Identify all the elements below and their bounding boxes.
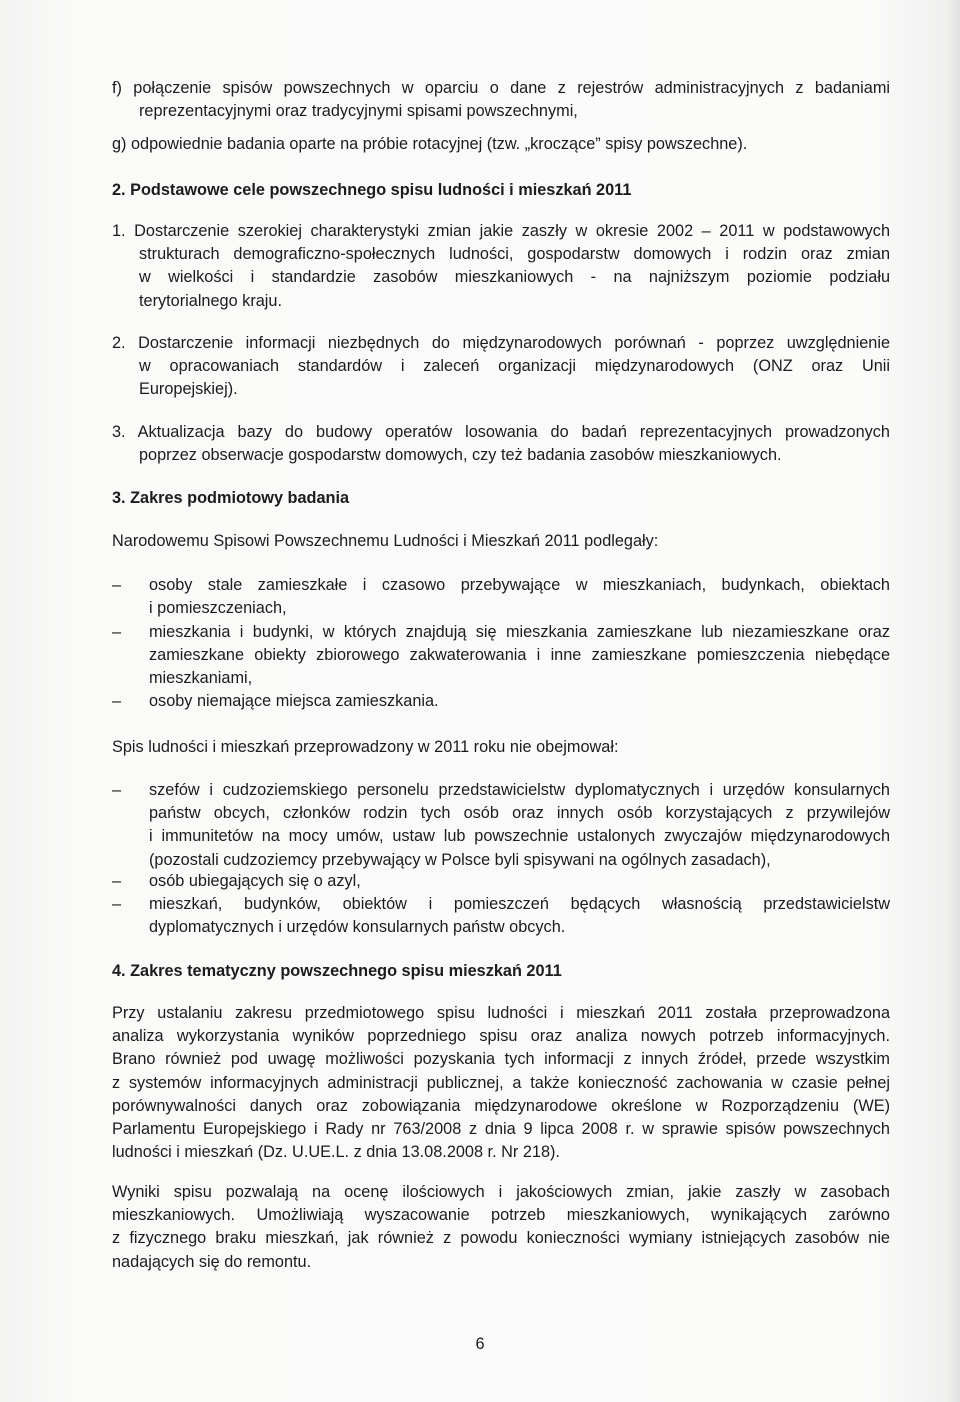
list-item-line: państw obcych, członków rodzin tych osób oraz innych osób korzystających z przywilejów bbox=[149, 804, 890, 823]
list-item-line: (pozostali cudzoziemcy przebywający w Polsce byli spisywani na ogólnych zasadach), bbox=[149, 850, 771, 869]
goal-1-line-4: terytorialnego kraju. bbox=[139, 291, 282, 310]
list-item bbox=[112, 893, 890, 939]
goal-2-line-2: w opracowaniach standardów i zaleceń organizacji międzynarodowych (ONZ oraz Unii bbox=[139, 357, 890, 376]
goal-3-line-2: poprzez obserwacje gospodarstw domowych, czy też badania zasobów mieszkaniowych. bbox=[139, 446, 782, 465]
goal-2-paragraph bbox=[112, 332, 890, 402]
goal-1-line-3: w wielkości i standardzie zasobów mieszkaniowych - na najniższym poziomie podziału bbox=[139, 268, 890, 287]
section-2-heading bbox=[112, 179, 890, 202]
list-item-line: mieszkania i budynki, w których znajdują się mieszkania zamieszkane lub niezamieszkane oraz bbox=[149, 623, 890, 641]
list-item bbox=[112, 779, 890, 872]
list-item bbox=[112, 621, 890, 691]
list-item-line: i immunitetów na mocy umów, ustaw lub powszechnie ustalonych zwyczajów międzynarodowych bbox=[149, 827, 890, 846]
list-item-f-line-1: f) połączenie spisów powszechnych w oparciu o dane z rejestrów administracyjnych z badaniami bbox=[112, 79, 890, 97]
paragraph-line: porównywalności danych oraz zobowiązania międzynarodowe określone w Rozporządzeniu (WE) bbox=[112, 1096, 890, 1115]
list-item-line: osoby niemające miejsca zamieszkania. bbox=[149, 692, 439, 710]
list-item-f bbox=[112, 77, 890, 123]
list-item bbox=[112, 690, 890, 713]
list-item-line: i pomieszczeniach, bbox=[149, 599, 287, 618]
paragraph-line: ludności i mieszkań (Dz. U.UE.L. z dnia 13.08.2008 r. Nr 218). bbox=[112, 1143, 560, 1162]
paragraph-line: analiza wykorzystania wyników poprzedniego spisu oraz analiza nowych potrzeb informacyjnych. bbox=[112, 1027, 890, 1046]
list-item-line: osób ubiegających się o azyl, bbox=[149, 872, 361, 890]
list-item-line: zamieszkane obiekty zbiorowego zakwaterowania i inne zamieszkane pomieszczenia niebędące bbox=[149, 646, 890, 665]
paragraph-line: Brano również pod uwagę możliwości pozyskania tych informacji z innych źródeł, przede wszystkim bbox=[112, 1050, 890, 1069]
dash-bullet: – bbox=[112, 692, 122, 710]
section-4-heading bbox=[112, 960, 890, 983]
list-item-line: szefów i cudzoziemskiego personelu przedstawicielstw dyplomatycznych i urzędów konsularnych bbox=[149, 781, 890, 799]
paragraph-line: Parlamentu Europejskiego i Rady nr 763/2008 z dnia 9 lipca 2008 r. w sprawie spisów powszechnych bbox=[112, 1120, 890, 1139]
list-item-g-text: g) odpowiednie badania oparte na próbie rotacyjnej (tzw. „kroczące” spisy powszechne). bbox=[112, 135, 748, 153]
section-4-heading-text: 4. Zakres tematyczny powszechnego spisu mieszkań 2011 bbox=[112, 962, 562, 980]
paragraph-line: z systemów informacyjnych administracji publicznej, a także konieczność zachowania w czasie pełnej bbox=[112, 1073, 890, 1092]
section-3-heading-text: 3. Zakres podmiotowy badania bbox=[112, 489, 350, 507]
paragraph-line: mieszkaniowych. Umożliwiają wyszacowanie potrzeb mieszkaniowych, wynikających zarówno bbox=[112, 1206, 890, 1225]
list-item-g bbox=[112, 133, 890, 156]
section-4-paragraph-2 bbox=[112, 1181, 890, 1274]
exclusion-intro-text: Spis ludności i mieszkań przeprowadzony w 2011 roku nie obejmował: bbox=[112, 738, 619, 756]
paragraph-line: Przy ustalaniu zakresu przedmiotowego spisu ludności i mieszkań 2011 została przeprowadzona bbox=[112, 1004, 890, 1022]
list-item bbox=[112, 574, 890, 620]
section-3-intro bbox=[112, 530, 890, 553]
section-3-heading bbox=[112, 487, 890, 510]
section-2-heading-text: 2. Podstawowe cele powszechnego spisu ludności i mieszkań 2011 bbox=[112, 181, 632, 199]
goal-3-line-1: 3. Aktualizacja bazy do budowy operatów losowania do badań reprezentacyjnych prowadzonych bbox=[112, 423, 890, 441]
list-item-line: osoby stale zamieszkałe i czasowo przebywające w mieszkaniach, budynkach, obiektach bbox=[149, 576, 890, 594]
goal-1-line-1: 1. Dostarczenie szerokiej charakterystyki zmian jakie zaszły w okresie 2002 – 2011 w podstawowych bbox=[112, 222, 890, 240]
goal-2-line-3: Europejskiej). bbox=[139, 380, 238, 399]
goal-2-line-1: 2. Dostarczenie informacji niezbędnych do międzynarodowych porównań - poprzez uwzględnienie bbox=[112, 334, 890, 352]
goal-1-line-2: strukturach demograficzno-społecznych ludności, gospodarstw domowych i rodzin oraz zmian bbox=[139, 245, 890, 264]
list-item-f-line-2: reprezentacyjnymi oraz tradycyjnymi spisami powszechnymi, bbox=[139, 102, 578, 121]
list-item-line: mieszkaniami, bbox=[149, 669, 253, 688]
dash-bullet: – bbox=[112, 872, 122, 890]
paragraph-line: Wyniki spisu pozwalają na ocenę ilościowych i jakościowych zmian, jakie zaszły w zasobach bbox=[112, 1183, 890, 1201]
goal-1-paragraph bbox=[112, 220, 890, 313]
dash-bullet: – bbox=[112, 895, 122, 913]
paragraph-line: nadających się do remontu. bbox=[112, 1252, 312, 1271]
exclusion-intro bbox=[112, 736, 890, 759]
list-item bbox=[112, 870, 890, 893]
paragraph-line: z fizycznego braku mieszkań, jak również z powodu konieczności wymiany istniejących zasobów nie bbox=[112, 1229, 890, 1248]
dash-bullet: – bbox=[112, 623, 122, 641]
page-edge-shadow bbox=[946, 0, 960, 1402]
page-number: 6 bbox=[475, 1335, 485, 1353]
dash-bullet: – bbox=[112, 781, 122, 799]
dash-bullet: – bbox=[112, 576, 122, 594]
list-item-line: dyplomatycznych i urzędów konsularnych państw obcych. bbox=[149, 918, 566, 937]
goal-3-paragraph bbox=[112, 421, 890, 467]
section-3-intro-text: Narodowemu Spisowi Powszechnemu Ludności i Mieszkań 2011 podlegały: bbox=[112, 532, 659, 550]
list-item-line: mieszkań, budynków, obiektów i pomieszczeń będących własnością przedstawicielstw bbox=[149, 895, 890, 913]
section-4-paragraph-1 bbox=[112, 1002, 890, 1164]
